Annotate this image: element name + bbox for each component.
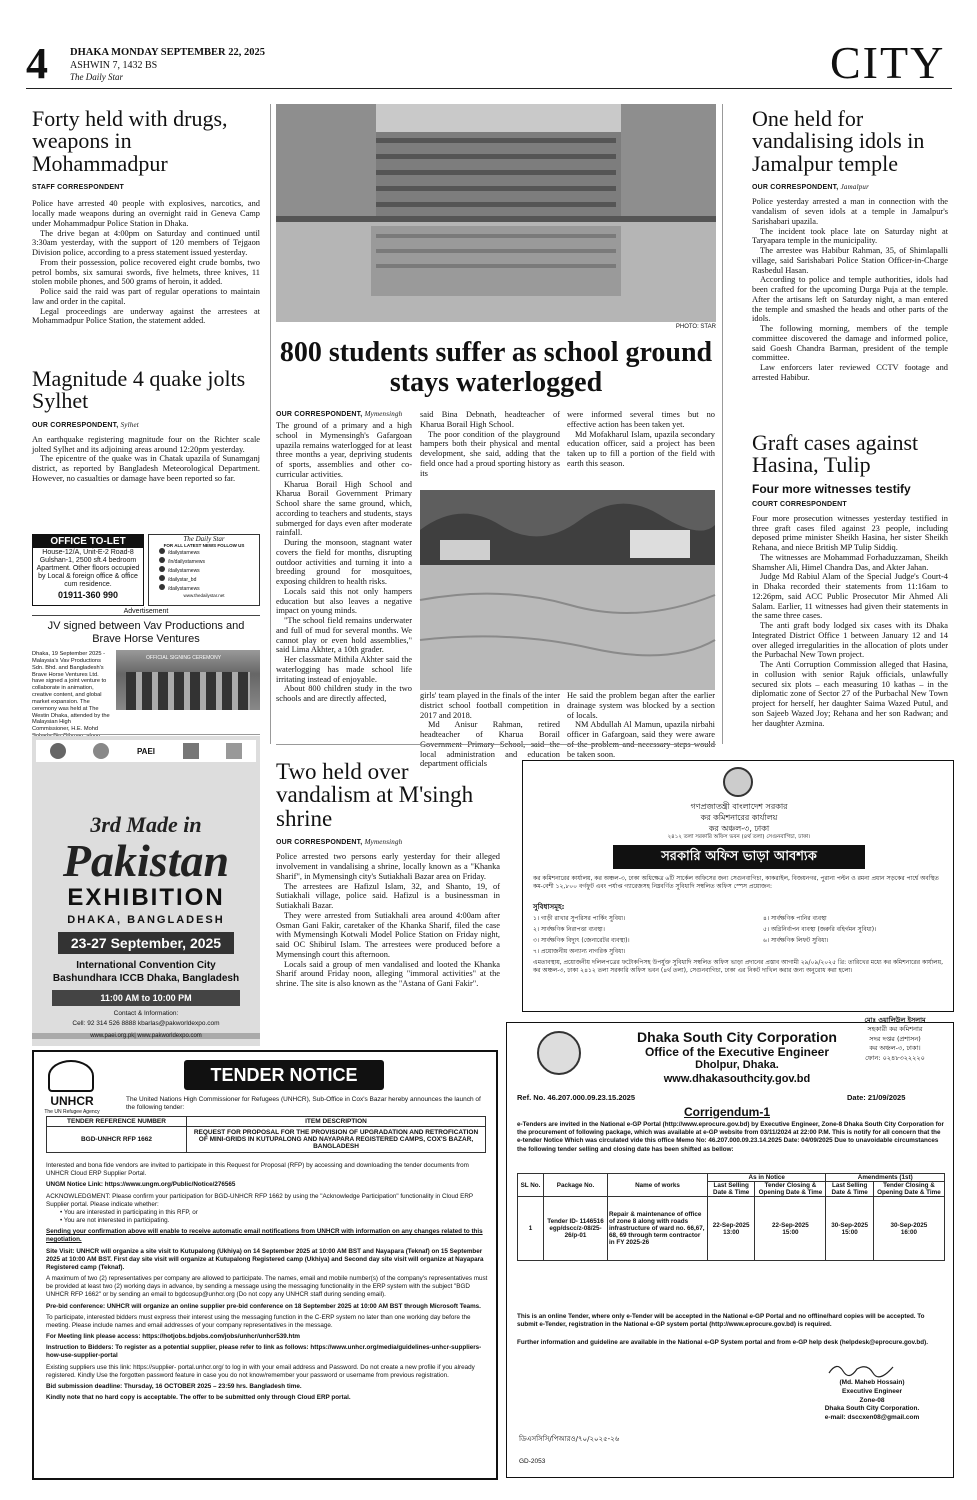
tender-body: Interested and bona fide vendors are invited to participate in this Request for Proposal (RFP) by accessing and downloading the tender documents from UNHCR Cloud ERP Supplier Portal. UNGM Notice Link: https://www.ungm.org/Public/Notice/276565 ACKNOWLEDGMENT: Please confirm your participation for BGD-UNHCR RFP 1662 by using the "Acknowledge Participation" functionality in Cloud ERP Supplier portal. Please indicate whether: • You are interested in participating in this RFP, or • You are not interested in participating. Sending your confirmation above will enable to receive automatic email notifications from UNHCR with information on any changes related to this negotiation. Site Visit: UNHCR will organize a site visit to Kutupalong (Ukhiya) on 14 September 2025 at 10:00 AM BST and Nayapara (Teknaf) on 15 September 2025 at 10:00 AM BST. First day site visit will organize at Kutupalong Registered camp (Ukhiya) and Second day site visit will organize at Nayapara Registered camp (Teknaf). A maximum of two (2) representatives per company are allowed to participate. The names, email and mobile number(s) of the company's representatives must be provided at least two (2) working days in advance, by sending a message using the messaging functionality in the ERP system with the subject "BGD UNHCR RFP 1662" or by sending an email to bgdcosup@unhcr.org (Do not copy any UNHCR staff during sending email). Pre-bid conference: UNHCR will organize an online supplier pre-bid conference on 18 September 2025 at 10:00 AM BST through Microsoft Teams. To participate, interested bidders must express their interest using the messaging function in the C-ERP system no later than one working day before the meeting. Please include names and email addresses of your company representatives in the message. For Meeting link please access: https://hotjobs.bdjobs.com/jobs/unhcr/unhcr539.htm Instruction to Bidders: To register as a potential supplier, please refer to link as follows: https://www.unhcr.org/media/guidelines-unhcr-suppliers-how-use-supplier-portal Existing suppliers use this link: https://supplier- portal.unhcr.org/ to log in with your email address and Password. Do not create a new profile if you already registered. Kindly Use the forgotten password feature in case you do not know/remember your password or username from previous registration. Bid submission deadline: Thursday, 16 OCTOBER 2025 – 23:59 hrs. Bangladesh time. Kindly note that no hard copy is acceptable. The offer to be submitted only through Cloud ERP portal. (46, 1162, 488, 1402)
story-shrine (276, 760, 500, 1040)
expo-dates: 23-27 September, 2025 (58, 932, 234, 954)
govt-h2: কর কমিশনারের কার্যালয় (700, 813, 778, 822)
expo-contact: Cell: 92 314 526 8888 kbarlas@pakworldexpo.com (72, 1020, 220, 1027)
ad-headline: JV signed between Vav Productions and Brave Horse Ventures (47, 620, 245, 645)
unhcr-wordmark: UNHCR (50, 1094, 94, 1108)
subhead: Four more witnesses testify (752, 481, 911, 496)
youtube-handle[interactable]: /dailystarnews (159, 584, 259, 593)
unhcr-subtitle: The UN Refugee Agency (44, 1109, 100, 1115)
facebook-icon (159, 548, 165, 554)
dscc-h2: Office of the Executive Engineer (644, 1045, 830, 1059)
page-number: 4 (26, 39, 48, 88)
headline: Magnitude 4 quake jolts Sylhet (32, 366, 246, 414)
govt-intro: কর কমিশনারের কার্যালয়, কর অঞ্চল-৩, ঢাকা অধিক্ষেত্র ৬টি সার্কেল অফিসের জন্য সেগুনবাগিচা, কাকরাইল, বিজয়নগর, পুরানা পল্টন ও রমনা প্রধান সড়কের পার্শ্বে অবস্থিত কম-বেশী ১২,৮০০ বর্গফুট এবং পর্যাপ্ত গ্যারেজসহ নিম্নবর্ণিত সুবিধাদি সম্বলিত অফিস স্পেস প্রয়োজন: (533, 875, 939, 891)
dscc-h4[interactable]: www.dhakasouthcity.gov.bd (663, 1073, 811, 1085)
byline: OUR CORRESPONDENT, Jamalpur (752, 183, 870, 192)
office-to-let-ad (32, 534, 144, 606)
govt-office-rent-ad: গণপ্রজাতন্ত্রী বাংলাদেশ সরকার কর কমিশনারের কার্যালয় কর অঞ্চল-৩, ঢাকা ২৪১২ তলা সরকারি অফিস ভবন (৪র্থ তলা) সেগুনবাগিচা, ঢাকা। সরকারি অফিস ভাড়া আবশ্যক কর কমিশনারের কার্যালয়, কর অঞ্চল-৩, ঢাকা অধিক্ষেত্র ৬টি সার্কেল অফিসের জন্য সেগুনবাগিচা, কাকরাইল, বিজয়নগর, পুরানা পল্টন ও রমনা প্রধান সড়কের পার্শ্বে অবস্থিত কম-বেশী ১২,৮০০ বর্গফুট এবং পর্যাপ্ত গ্যারেজসহ নিম্নবর্ণিত সুবিধাদি সম্বলিত অফিস স্পেস প্রয়োজন: সুবিধাসমূহ: ১। গাড়ী রাখার সুপরিসর পার্কিং সুবিধা। ২। সার্বক্ষণিক নিরাপত্তা ব্যবস্থা। ৩। সার্বক্ষণিক বিদ্যুৎ (জেনারেটর ব্যবস্থা)। ৭। প্রয়োজনীয় অন্যান্য নাগরিক সুবিধা। ৪। সার্বক্ষণিক পানির ব্যবস্থা ৫। অগ্নিনির্বাপন ব্যবস্থা (জরুরি বহির্গমন সুবিধা)। ৬। সার্বক্ষণিক লিফট সুবিধা। এমতাবস্থায়, প্রয়োজনীয় দলিলপত্রের ফটোকপিসহ উপর্যুক্ত সুবিধাদি সম্বলিত অফিস ভাড়া প্রদানের প্রস্তাব আগামী ২৯/০৯/২০২৫ খ্রি: তারিখের মধ্যে কর কমিশনারের কার্যালয়, কর অঞ্চল-৩, ঢাকা ২৪১২ তলা সরকারি অফিস ভবন (৪র্থ তলা), সেগুনবাগিচা, ঢাকা এর নিকট দাখিল করার জন্য অনুরোধ করা হলো। (522, 760, 954, 1012)
center-col2-bottom: girls' team played in the finals of the inter district school football competition in 2017 and 2018. Md Anisur Rahman, retired headteacher of Kharua Borail local administration and education department officials (420, 691, 560, 769)
tender-title: TENDER NOTICE (184, 1060, 384, 1090)
article-body: An earthquake registering magnitude four on the Richter scale jolted Sylhet and its adjoining areas around 12:20pm yesterday. The epicentre of the quake was in Chatak upazila of Sunamganj district, as reported by Bangladesh Meteorological Department. However, no casualties or damage have been reported so far. (32, 434, 260, 483)
twitter-handle[interactable]: /dailystarnews (159, 566, 259, 575)
dscc-ref: Ref. No. 46.207.000.09.23.15.2025 (517, 1093, 636, 1102)
byline: COURT CORRESPONDENT (752, 500, 847, 508)
center-col1: The ground of a primary and a high school in Mymensingh's Gafargoan upazila remains waterlogged for at least three months a year, depriving students of sports, assemblies and other co-curricular activities. Kharua Borail High School and Kharua Borail Government Primary School share the same ground, which, according to teachers and students, stays submerged for days even after moderate rainfall. During the monsoon, stagnant water covers the field for months, disrupting outdoor activities and turning it into a breeding ground for mosquitoes, exposing children to health risks. Locals said this not only hampers education but also leaves a negative impact on young minds. "The school field remains underwater and full of mud for several months. We cannot play or even hold assemblies," said Lima Akhter, a 10th grader. Her classmate Mithila Akhter said the waterlogging has made school life irritating instead of enjoyable. About 800 children study in the two schools and are directly affected, (276, 421, 412, 703)
expo-line1: 3rd Made in (90, 812, 202, 837)
dscc-signature: (Md. Maheb Hossain) Executive Engineer Zone-08 Dhaka South City Corporation. e-mail: dsccxen08@gmail.com (824, 1379, 920, 1422)
handwritten-signature (827, 1359, 897, 1379)
bangla-date: ASHWIN 7, 1432 BS (70, 60, 158, 71)
follow-website[interactable]: www.thedailystar.net (183, 593, 225, 598)
dscc-h3: Dholpur, Dhaka. (695, 1059, 779, 1071)
article-body: Police arrested two persons early yesterday for their alleged involvement in vandalising a shrine, locally known as a "Khanka Sharif", in Mymensingh city's Sutiakhali Bazar area on Friday. The arrestees are Hafizul Islam, 32, and Shanto, 19, of Sutiakhali village, police said. Hafizul is a businessman in Sutiakhali Bazar. They were arrested from Sutiakhali area around 4:00am after Osman Gani Fakir, caretaker of the Khanka Sharif, filed the case with Mymensingh Kotwali Model Police Station on Friday night, said OC Shibirul Islam. The arrestees were produced before a Mymensingh court this afternoon. Locals said a group of men vandalised and looted the Khanka Sharif around Friday noon, alleging "immoral activities" at the shrine. The site is also known as the "Astana of Gani Fakir". (276, 852, 500, 989)
byline: STAFF CORRESPONDENT (32, 184, 124, 192)
paper-logo: The Daily Star (70, 72, 123, 82)
instagram-icon (159, 575, 165, 581)
tender-table (46, 1116, 486, 1153)
headline: Forty held with drugs, weapons in Mohammadpur (32, 106, 228, 176)
expo-venue1: International Convention City (76, 960, 216, 971)
center-col3-top: were informed several times but no effective action has been taken yet. Md Mofakharul Islam, upazila secondary education officer, said a project has been taken up to fill a portion of the field with earth this season. (567, 410, 715, 468)
expo-line2: Pakistan (62, 835, 230, 886)
unhcr-logo-icon (48, 1060, 94, 1092)
expo-line3: EXHIBITION (67, 884, 225, 911)
facebook-handle[interactable]: /dailystarnews (159, 548, 259, 557)
headline: Graft cases against Hasina, Tulip (752, 430, 919, 478)
photo-credit: PHOTO: STAR (675, 324, 716, 330)
center-headline: 800 students suffer as school ground stays waterlogged (279, 337, 713, 399)
follow-logo: The Daily Star (183, 535, 225, 543)
article-body: Four more prosecution witnesses yesterday testified in three graft cases filed against 23 people, including deposed prime minister Sheikh Hasina, her sister Sheikh Rehana, and niece British MP Tulip Siddiq. The witnesses are Mohammad Forhaduzzaman, Sheikh Shamsher Ali, Himel Chandra Das, and Akter Jahan. Judge Md Rabiul Alam of the Special Judge's Court-4 in Dhaka recorded their statements from 11:16am to 12:26pm, said ACC Public Prosecutor Mir Ahmed Ali Salam. Earlier, 11 witnesses had given their statements in the same three cases. The anti graft body lodged six cases with its Dhaka Integrated District Office 1 between January 12 and 14 over alleged irregularities in the allocation of plots under the Purbachal New Town project. The Anti Corruption Commission alleged that Hasina, in collusion with senior Rajuk officials, unlawfully secured six plots – each measuring 10 kathas – in the diplomatic zone of Sector 27 of the Purbachal New Town project for herself, her daughter Saima Wazed Putul, and son Sajeeb Wazed Joy; Rehana and her son Radwan; and her daughter Azmina. (752, 513, 948, 728)
follow-us-ad (148, 534, 260, 606)
story-graft (752, 432, 948, 744)
expo-time: 11:00 AM to 10:00 PM (52, 990, 240, 1006)
center-col2-top: said Bina Debnath, headteacher of Kharua Borail High School. The poor condition of the playground hampers both their physical and mental development, she said, adding that the field once had a proud sporting history as its (420, 410, 560, 478)
linkedin-icon (159, 557, 165, 563)
center-col3-bottom: He said the problem began after the earlier drainage system was blocked by a section of locals. NM Abdullah Al Mamun, upazila nirbahi officer in Gafargoan, said they were aware be taken soon. (567, 691, 715, 759)
col-desc: ITEM DESCRIPTION (187, 1117, 486, 1127)
expo-web[interactable]: www.paei.org.pk| www.pakworldexpo.com (32, 1033, 260, 1039)
expo-contact-label: Contact & Information: (113, 1010, 179, 1017)
govt-h3: কর অঞ্চল-৩, ঢাকা (708, 824, 770, 833)
flooded-field-photo (420, 490, 715, 690)
dscc-logo-icon (537, 1031, 581, 1075)
advertisement-label: Advertisement (32, 608, 260, 616)
story-sylhet-quake (32, 368, 260, 528)
signing-ceremony-photo (116, 650, 260, 710)
dscc-foot2: Further information and guideline are available in the National e-GP System portal and from e-GP help desk (helpdesk@eprocure.gov.bd). (517, 1339, 928, 1346)
meeting-link[interactable]: For Meeting link please access: https://hotjobs.bdjobs.com/jobs/unhcr/unhcr539.htm (46, 1333, 301, 1341)
supplier-guideline-link[interactable]: Instruction to Bidders: To register as a potential supplier, please refer to link as follows: https://www.unhcr.org/media/guidelines-unhcr-suppliers-how-use-supplier-portal (46, 1344, 482, 1360)
headline: One held for vandalising idols in Jamalpur temple (752, 106, 925, 176)
pakistan-expo-ad (32, 736, 260, 1046)
expo-city: DHAKA, BANGLADESH (67, 914, 225, 926)
bangladesh-emblem-icon (723, 767, 753, 797)
story-jamalpur (752, 108, 948, 428)
ad-title: OFFICE TO-LET (33, 535, 143, 548)
tender-ref: BGD-UNHCR RFP 1662 (47, 1127, 187, 1153)
dscc-title: Corrigendum-1 (683, 1105, 770, 1119)
govt-outro: এমতাবস্থায়, প্রয়োজনীয় দলিলপত্রের ফটোকপিসহ উপর্যুক্ত সুবিধাদি সম্বলিত অফিস ভাড়া প্রদানের প্রস্তাব আগামী ২৯/০৯/২০২৫ খ্রি: তারিখের মধ্যে কর কমিশনারের কার্যালয়, কর অঞ্চল-৩, ঢাকা ২৪১২ তলা সরকারি অফিস ভবন (৪র্থ তলা), সেগুনবাগিচা, ঢাকা এর নিকট দাখিল করার জন্য অনুরোধ করা হলো। (533, 959, 944, 975)
follow-caption: FOR ALL LATEST NEWS FOLLOW US (163, 543, 245, 548)
linkedin-handle[interactable]: /in/dailystarnews (159, 557, 259, 566)
govt-signature: মোঃ ওয়ালিউল ইসলাম সহকারী কর কমিশনার সদর দপ্তর (প্রশাসন) কর অঞ্চল-৩, ঢাকা। ফোন: ০২৪৮৩২২২২০ (864, 1016, 926, 1062)
tender-intro: The United Nations High Commissioner for Refugees (UNHCR), Sub-Office in Cox's Bazar hereby announces the launch of the following tender: (126, 1096, 481, 1112)
unhcr-tender-notice (32, 1050, 498, 1480)
dscc-date: Date: 21/09/2025 (847, 1093, 906, 1102)
youtube-icon (159, 584, 165, 590)
govt-facilities-title: সুবিধাসমূহ: (533, 903, 565, 911)
dateline: DHAKA MONDAY SEPTEMBER 22, 2025 (70, 47, 265, 58)
govt-h4: ২৪১২ তলা সরকারি অফিস ভবন (৪র্থ তলা) সেগুনবাগিচা, ঢাকা। (667, 834, 811, 840)
byline: OUR CORRESPONDENT, Sylhet (32, 420, 139, 429)
dscc-memo: ডিএসসিসি/পিআরও/৭০/২০২৫-২৬ (519, 1435, 620, 1443)
x-icon (159, 566, 165, 572)
ad-text: Dhaka, 19 September 2025 - Malaysia's Vav Productions Sdn. Bhd. and Bangladesh's Brave Horse Ventures Ltd. have signed a joint venture to collaborate in animation, creative content, and global market expansion. The ceremony was held at The Westin Dhaka, attended by the Malaysian High Commissioner, H.E. Mohd (32, 651, 110, 733)
waterlogged-school-photo (276, 104, 716, 322)
byline: OUR CORRESPONDENT, Mymensingh (276, 838, 403, 847)
dscc-gd: GD-2053 (519, 1458, 546, 1465)
col-ref: TENDER REFERENCE NUMBER (47, 1117, 187, 1127)
expo-venue2: Bashundhara ICCB Dhaka, Bangladesh (52, 973, 240, 984)
story-mohammadpur (32, 108, 260, 358)
ad-text: House-12/A, Unit-E-2 Road-8 Gulshan-1, 2500 sft.4 bedroom Apartment. Other floors occupied by Local & foreign office & office cum residence. (36, 549, 140, 589)
govt-h1: গণপ্রজাতন্ত্রী বাংলাদেশ সরকার (690, 802, 788, 811)
dscc-intro: e-Tenders are invited in the National e-GP Portal (http://www.eprocure.gov.bd) by Executive Engineer, Zone-8 Dhaka South City Corporation for the procurement of following package, which was available at e-GP website from 03/11/2024 at 22:00 P.M. This is notify for all concern that the e-tender Notice Which was circulated vide this office Memo No: 46.207.000.09.23.14.2025 Date: 04/09/2025 Due to unavoidable circumstances the following tender selling and closing date has been shifted as bellow: (517, 1121, 944, 1153)
ceremony-banner: OFFICIAL SIGNING CEREMONY (146, 655, 222, 661)
instagram-handle[interactable]: /dailystar_bd (159, 575, 259, 584)
sponsor-logos: PAEI (36, 740, 256, 762)
article-body: Police have arrested 40 people with explosives, narcotics, and locally made weapons during an overnight raid in Geneva Camp under Mohammadpur Police Station in Dhaka. The drive began at 4:00pm on Saturday and continued until 3:30am yesterday, with the support of 120 members of Tejgaon Division police, according to a press statement issued yesterday. From their possession, police recovered eight crude bombs, two petrol bombs, six samurai swords, five helmets, three knives, 11 stolen mobile phones, and 500 grams of heroin, it added. Police said the raid was part of regular operations to maintain law and order in the capital. Legal proceedings are underway against the arrestees at Mohammadpur Police Station, the statement added. (32, 199, 260, 326)
dscc-h1: Dhaka South City Corporation (637, 1029, 837, 1045)
ad-phone: 01911-360 990 (57, 590, 119, 601)
section-title: CITY (830, 37, 946, 88)
table-row: 1 Tender ID- 1146516 egp/dscc/z-08/25-26/p-01 Repair & maintenance of office of zone 8 along with roads infrastructure of ward no. 66,67, 68, 69 through term contractor in FY 2025-26 22-Sep-2025 13:00 22-Sep-2025 15:00 30-Sep-2025 15:00 30-Sep-2025 16:00 (518, 1197, 945, 1261)
tender-desc: REQUEST FOR PROPOSAL FOR THE PROVISION OF UPGRADATION AND RETROFICATION OF MINI-GRIDS IN KUTUPALONG AND NAYAPARA REGISTERED CAMPS, COX'S BAZAR, BANGLADESH (187, 1127, 486, 1153)
dscc-table: SL No. Package No. Name of works As in Notice Amendments (1st) Last Selling Date & Time Tender Closing & Opening Date & Time Last Selling Date & Time Tender Closing & Opening Date & Time 1 Tender ID- 1146516 egp/dscc/z-08/25-26/p-01 Repair & maintenance of office of zone 8 along with roads infrastructure of ward no. 66,67, 68, 69 through term contractor in FY 2025-26 22-Sep-2025 13:00 22-Sep-2025 15:00 30-Sep-2025 15:00 30-Sep-2025 16:00 (517, 1173, 945, 1261)
headline: Two held over vandalism at M'singh shrine (276, 759, 474, 831)
govt-banner: সরকারি অফিস ভাড়া আবশ্যক (613, 845, 865, 869)
center-byline: OUR CORRESPONDENT, Mymensingh (276, 410, 403, 418)
jv-advertisement (32, 620, 260, 733)
dscc-foot1: This is an online Tender, where only e-Tender will be accepted in the National e-GP Portal and no offline/hard copies will be accepted. To submit e-Tender, registration in the National e-GP system portal (http://www.eprocure.gov.bd) is required. (517, 1313, 925, 1329)
people-silhouettes (126, 672, 250, 710)
dscc-corrigendum (506, 1022, 954, 1478)
article-body: Police yesterday arrested a man in connection with the vandalism of seven idols at a temple in Jamalpur's Sarishabari upazila. The incident took place late on Saturday night at Taryapara temple in the municipality. The arrestee was Habibur Rahman, 35, of Shimlapalli village, said Sarishabari Police Station Officer-in-Charge Rasbedul Hasan. According to police and temple authorities, idols had been crafted for the upcoming Durga Puja at the temple. After the artisans left on Saturday night, a man entered the temple and smashed the heads and other parts of the idols. The following morning, members of the temple committee discovered the damage and informed police, said Goesh Chandra Barman, president of the temple committee. Law enforcers later reviewed CCTV footage and arrested Habibur. (752, 197, 948, 382)
